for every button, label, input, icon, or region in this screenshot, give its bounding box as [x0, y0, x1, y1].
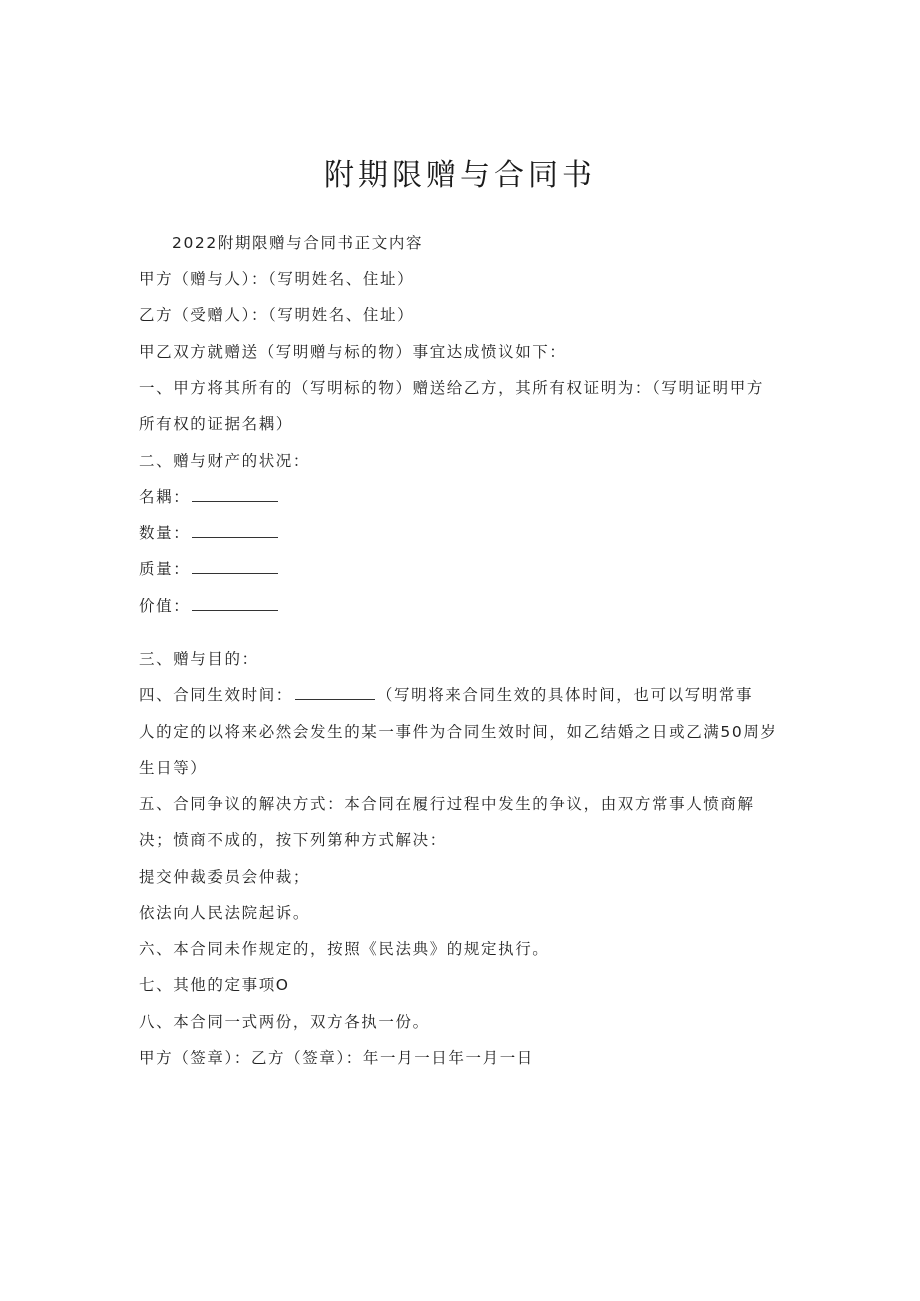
- party-b-line: 乙方（受赠人）：（写明姓名、住址）: [139, 306, 415, 324]
- field-value-row: [139, 596, 278, 616]
- clause-7-line: 七、其他的定事项O: [139, 976, 290, 994]
- field-value-label: 价值：: [139, 597, 191, 615]
- clause-4-suffix: （写明将来合同生效的具体时间，也可以写明常事: [376, 686, 754, 704]
- clause-4-line-2: 人的定的以将来必然会发生的某一事件为合同生效时间，如乙结婚之日或乙满50周岁: [139, 723, 778, 741]
- clause-3-line: 三、赠与目的：: [139, 650, 259, 668]
- clause-8-line: 八、本合同一式两份，双方各执一份。: [139, 1013, 430, 1031]
- clause-5-line-2: 决；愤商不成的，按下列第种方式解决：: [139, 831, 447, 849]
- signature-line: 甲方（签章）：乙方（签章）：年一月一日年一月一日: [139, 1049, 534, 1067]
- field-quantity-blank: [192, 523, 278, 538]
- option-1-line: 提交仲裁委员会仲裁；: [139, 868, 311, 886]
- field-name-row: [139, 487, 278, 507]
- field-quality-row: [139, 559, 278, 579]
- clause-4-line-1: [139, 685, 753, 705]
- field-value-blank: [192, 596, 278, 611]
- intro-line: 2022附期限赠与合同书正文内容: [172, 234, 424, 252]
- field-name-label: 名耦：: [139, 488, 191, 506]
- clause-2-heading: 二、赠与财产的状况：: [139, 452, 311, 470]
- agreement-line: 甲乙双方就赠送（写明赠与标的物）事宜达成愤议如下：: [139, 343, 567, 361]
- field-quality-blank: [192, 559, 278, 574]
- field-quantity-row: [139, 523, 278, 543]
- clause-1-line-1: 一、甲方将其所有的（写明标的物）赠送给乙方，其所有权证明为：（写明证明甲方: [139, 379, 764, 397]
- field-name-blank: [192, 487, 278, 502]
- clause-1-line-2: 所有权的证据名耦）: [139, 415, 293, 433]
- clause-5-line-1: 五、合同争议的解决方式：本合同在履行过程中发生的争议，由双方常事人愤商解: [139, 795, 755, 813]
- clause-4-line-3: 生日等）: [139, 759, 208, 777]
- clause-6-line: 六、本合同未作规定的，按照《民法典》的规定执行。: [139, 940, 550, 958]
- field-quantity-label: 数量：: [139, 524, 191, 542]
- clause-4-prefix: 四、合同生效时间：: [139, 686, 293, 704]
- clause-4-blank: [295, 685, 375, 700]
- field-quality-label: 质量：: [139, 560, 191, 578]
- document-title: 附期限赠与合同书: [324, 158, 596, 193]
- party-a-line: 甲方（赠与人）：（写明姓名、住址）: [139, 270, 415, 288]
- option-2-line: 依法向人民法院起诉。: [139, 904, 311, 922]
